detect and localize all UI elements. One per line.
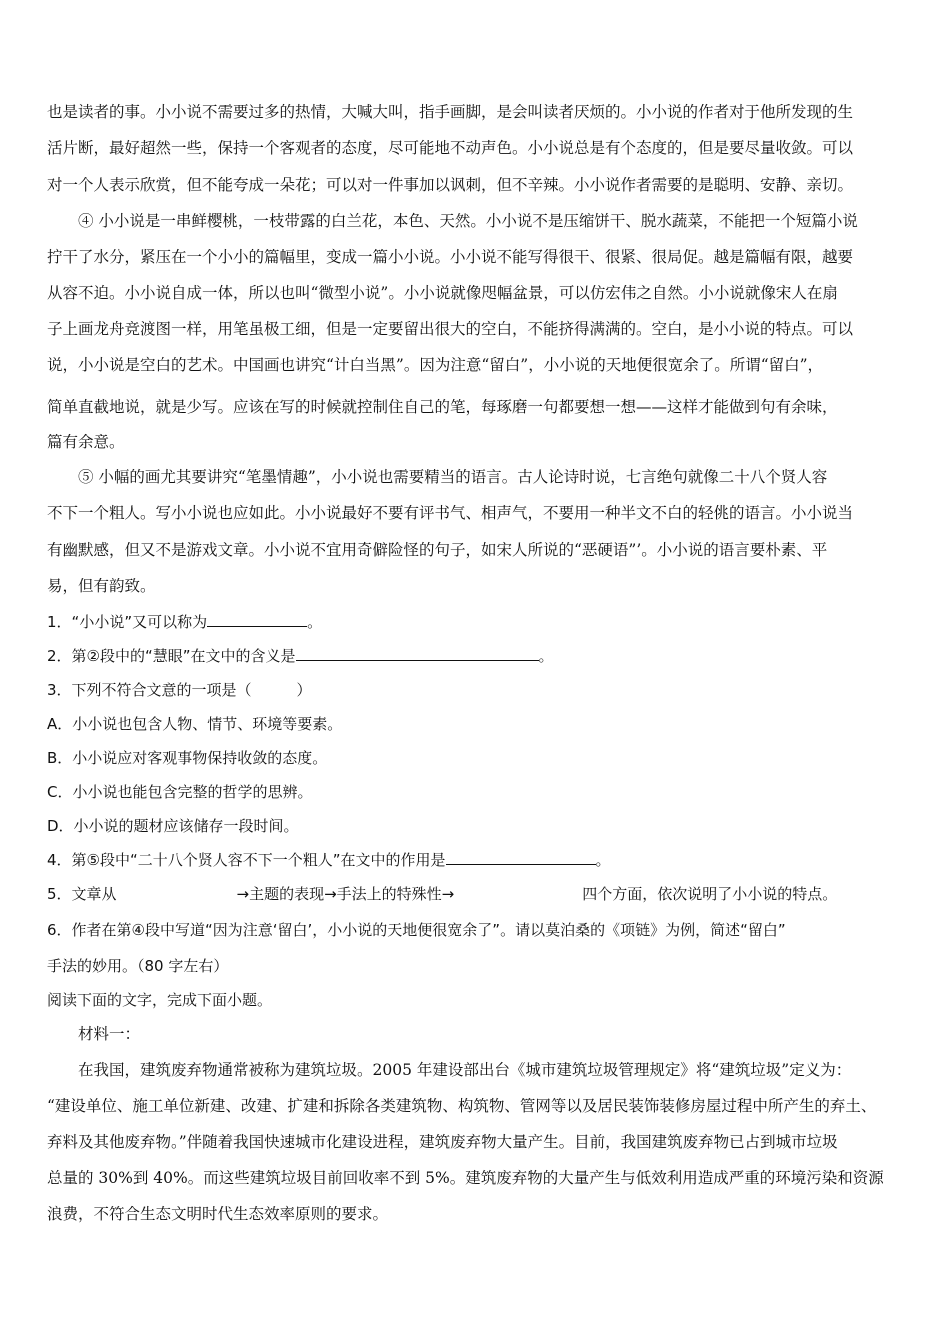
question-3-option-c[interactable]: C．小小说也能包含完整的哲学的思辨。: [47, 783, 313, 801]
question-5: [47, 884, 907, 904]
passage-p4-line-7: 篇有余意。: [47, 433, 125, 451]
answer-blank-4[interactable]: [446, 850, 596, 865]
question-2: [47, 646, 907, 666]
passage-p5-line-4: 易，但有韵致。: [47, 577, 156, 595]
question-6-line-2: 手法的妙用。（80 字左右）: [47, 957, 229, 975]
question-3: 3．下列不符合文意的一项是（ ）: [47, 681, 312, 699]
material-one-line-5: 浪费，不符合生态文明时代生态效率原则的要求。: [47, 1205, 389, 1223]
question-5-end: 四个方面，依次说明了小小说的特点。: [582, 885, 838, 903]
answer-blank-1[interactable]: [207, 612, 307, 627]
question-1-text: 1．“小小说”又可以称为: [47, 613, 208, 631]
question-5-start: 5．文章从: [47, 885, 117, 903]
passage-p5-line-1: ⑤ 小幅的画尤其要讲究“笔墨情趣”，小小说也需要精当的语言。古人论诗时说，七言绝句就像二十八个贤人容: [78, 468, 828, 486]
question-4-end: 。: [595, 851, 611, 869]
passage-p4-line-6: 简单直截地说，就是少写。应该在写的时候就控制住自己的笔，每琢磨一句都要想一想——这样才能做到句有余味，: [47, 398, 838, 416]
passage-p3-line-3: 对一个人表示欣赏，但不能夸成一朵花；可以对一件事加以讽刺，但不辛辣。小小说作者需要的是聪明、安静、亲切。: [47, 176, 854, 194]
passage-p3-line-1: 也是读者的事。小小说不需要过多的热情，大喊大叫，指手画脚，是会叫读者厌烦的。小小说的作者对于他所发现的生: [47, 103, 854, 121]
question-3-option-b[interactable]: B．小小说应对客观事物保持收敛的态度。: [47, 749, 328, 767]
question-3-option-a[interactable]: A．小小说也包含人物、情节、环境等要素。: [47, 715, 343, 733]
passage-p5-line-3: 有幽默感，但又不是游戏文章。小小说不宜用奇僻险怪的句子，如宋人所说的“恶硬语”’。小小说的语言要朴素、平: [47, 541, 828, 559]
reading-instruction: 阅读下面的文字，完成下面小题。: [47, 991, 273, 1009]
question-1-end: 。: [307, 613, 323, 631]
material-one-line-2: “建设单位、施工单位新建、改建、扩建和拆除各类建筑物、构筑物、管网等以及居民装饰装修房屋过程中所产生的弃土、: [47, 1097, 877, 1115]
question-5-middle: →主题的表现→手法上的特殊性→: [236, 885, 455, 903]
question-2-end: 。: [538, 647, 554, 665]
material-one-line-3: 弃料及其他废弃物。”伴随着我国快速城市化建设进程，建筑废弃物大量产生。目前，我国建筑废弃物已占到城市垃圾: [47, 1133, 838, 1151]
question-4: [47, 850, 907, 870]
passage-p5-line-2: 不下一个粗人。写小小说也应如此。小小说最好不要有评书气、相声气，不要用一种半文不白的轻佻的语言。小小说当: [47, 504, 854, 522]
question-6-line-1: 6．作者在第④段中写道“因为注意‘留白’，小小说的天地便很宽余了”。请以莫泊桑的《项链》为例，简述“留白”: [47, 921, 786, 939]
material-one-label: 材料一：: [78, 1025, 141, 1043]
passage-p4-line-4: 子上画龙舟竞渡图一样，用笔虽极工细，但是一定要留出很大的空白，不能挤得满满的。空白，是小小说的特点。可以: [47, 320, 854, 338]
question-2-text: 2．第②段中的“慧眼”在文中的含义是: [47, 647, 296, 665]
material-one-line-4: 总量的 30%到 40%。而这些建筑垃圾目前回收率不到 5%。建筑废弃物的大量产生与低效利用造成严重的环境污染和资源: [47, 1169, 884, 1187]
question-1: [47, 612, 907, 632]
answer-blank-2[interactable]: [296, 646, 539, 661]
passage-p4-line-2: 拧干了水分，紧压在一个小小的篇幅里，变成一篇小小说。小小说不能写得很干、很紧、很局促。越是篇幅有限，越要: [47, 248, 854, 266]
passage-p4-line-5: 说，小小说是空白的艺术。中国画也讲究“计白当黑”。因为注意“留白”，小小说的天地便很宽余了。所谓“留白”，: [47, 356, 824, 374]
material-one-line-1: 在我国，建筑废弃物通常被称为建筑垃圾。2005 年建设部出台《城市建筑垃圾管理规定》将“建筑垃圾”定义为：: [78, 1061, 852, 1079]
question-3-option-d[interactable]: D．小小说的题材应该储存一段时间。: [47, 817, 299, 835]
passage-p4-line-1: ④ 小小说是一串鲜樱桃，一枝带露的白兰花，本色、天然。小小说不是压缩饼干、脱水蔬菜，不能把一个短篇小说: [78, 212, 858, 230]
passage-p4-line-3: 从容不迫。小小说自成一体，所以也叫“微型小说”。小小说就像咫幅盆景，可以仿宏伟之自然。小小说就像宋人在扇: [47, 284, 838, 302]
passage-p3-line-2: 活片断，最好超然一些，保持一个客观者的态度，尽可能地不动声色。小小说总是有个态度的，但是要尽量收敛。可以: [47, 139, 854, 157]
question-4-text: 4．第⑤段中“二十八个贤人容不下一个粗人”在文中的作用是: [47, 851, 446, 869]
